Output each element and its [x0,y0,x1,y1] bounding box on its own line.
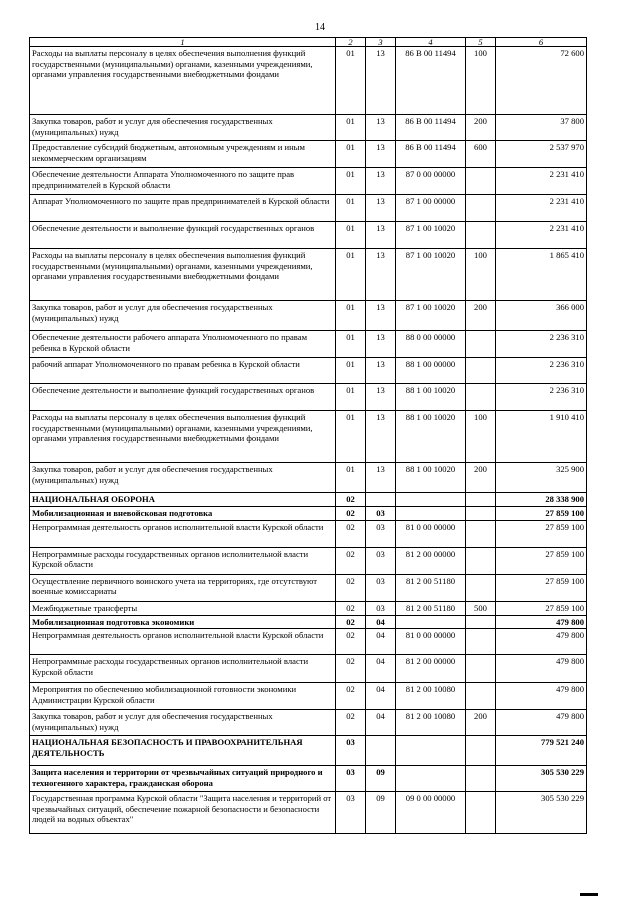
cell-expense-type [466,766,496,792]
cell-subsection: 13 [366,195,396,222]
cell-subsection: 04 [366,629,396,655]
table-row [30,301,587,331]
cell-name: Защита населения и территории от чрезвычайных ситуаций природного и техногенного характера, гражданская оборона [30,766,336,792]
cell-amount: 479 800 [496,683,587,710]
cell-expense-type [466,358,496,384]
cell-section: 03 [336,736,366,766]
cell-amount: 2 236 310 [496,358,587,384]
cell-expense-type [466,331,496,358]
cell-subsection: 13 [366,249,396,301]
cell-subsection: 13 [366,463,396,493]
cell-amount: 366 000 [496,301,587,331]
table-row [30,520,587,547]
cell-amount: 479 800 [496,615,587,629]
cell-amount: 1 910 410 [496,411,587,463]
cell-expense-type [466,655,496,683]
cell-section: 01 [336,141,366,168]
table-row [30,47,587,115]
cell-section: 01 [336,358,366,384]
cell-name: Аппарат Уполномоченного по защите прав предпринимателей в Курской области [30,195,336,222]
cell-amount: 2 236 310 [496,331,587,358]
cell-expense-type [466,507,496,521]
cell-amount: 28 338 900 [496,493,587,507]
cell-target-item: 81 2 00 51180 [396,574,466,601]
cell-section: 01 [336,195,366,222]
cell-amount: 779 521 240 [496,736,587,766]
cell-target-item: 87 1 00 00000 [396,195,466,222]
cell-target-item: 88 1 00 10020 [396,463,466,493]
cell-section: 02 [336,520,366,547]
cell-amount: 2 231 410 [496,168,587,195]
cell-section: 01 [336,168,366,195]
cell-section: 01 [336,47,366,115]
cell-name: Предоставление субсидий бюджетным, автономным учреждениям и иным некоммерческим организациям [30,141,336,168]
cell-subsection: 13 [366,411,396,463]
cell-expense-type: 200 [466,710,496,736]
table-row [30,766,587,792]
cell-expense-type [466,615,496,629]
cell-expense-type [466,384,496,411]
table-row [30,249,587,301]
cell-section: 02 [336,493,366,507]
table-row [30,629,587,655]
cell-expense-type [466,222,496,249]
cell-name: НАЦИОНАЛЬНАЯ ОБОРОНА [30,493,336,507]
cell-subsection: 03 [366,520,396,547]
cell-amount: 2 537 970 [496,141,587,168]
cell-amount: 27 859 100 [496,520,587,547]
cell-name: Обеспечение деятельности рабочего аппарата Уполномоченного по правам ребенка в Курской области [30,331,336,358]
cell-section: 02 [336,655,366,683]
cell-section: 01 [336,411,366,463]
cell-subsection: 04 [366,683,396,710]
header-name: 1 [30,38,336,47]
cell-amount: 27 859 100 [496,574,587,601]
cell-subsection [366,493,396,507]
cell-amount: 2 236 310 [496,384,587,411]
cell-section: 01 [336,384,366,411]
cell-expense-type: 200 [466,301,496,331]
cell-amount: 27 859 100 [496,507,587,521]
cell-name: Обеспечение деятельности и выполнение функций государственных органов [30,384,336,411]
header-target-item: 4 [396,38,466,47]
cell-subsection: 13 [366,384,396,411]
table-row [30,222,587,249]
table-row [30,615,587,629]
cell-target-item: 81 2 00 10080 [396,710,466,736]
table-row [30,141,587,168]
cell-target-item: 87 0 00 00000 [396,168,466,195]
cell-expense-type [466,629,496,655]
cell-subsection: 09 [366,792,396,834]
cell-name: Расходы на выплаты персоналу в целях обеспечения выполнения функций государственными (муниципальными) органами, казенными учреждениями, органами управления государственными внебюджетными фондами [30,47,336,115]
cell-target-item [396,493,466,507]
cell-name: Закупка товаров, работ и услуг для обеспечения государственных (муниципальных) нужд [30,115,336,141]
cell-subsection: 03 [366,507,396,521]
cell-expense-type: 200 [466,115,496,141]
cell-expense-type [466,493,496,507]
cell-target-item: 09 0 00 00000 [396,792,466,834]
cell-subsection: 04 [366,710,396,736]
table-row [30,710,587,736]
cell-name: Мобилизационная и вневойсковая подготовка [30,507,336,521]
header-expense-type: 5 [466,38,496,47]
table-row [30,736,587,766]
cell-expense-type: 200 [466,463,496,493]
cell-amount: 27 859 100 [496,601,587,615]
cell-subsection: 13 [366,358,396,384]
cell-name: Непрограммная деятельность органов исполнительной власти Курской области [30,520,336,547]
table-row [30,331,587,358]
cell-target-item [396,736,466,766]
cell-target-item: 86 В 00 11494 [396,141,466,168]
cell-section: 01 [336,331,366,358]
table-row [30,411,587,463]
cell-name: Осуществление первичного воинского учета на территориях, где отсутствуют военные комиссариаты [30,574,336,601]
cell-subsection: 03 [366,601,396,615]
cell-expense-type [466,168,496,195]
cell-section: 01 [336,115,366,141]
cell-amount: 72 600 [496,47,587,115]
cell-section: 02 [336,710,366,736]
cell-name: Закупка товаров, работ и услуг для обеспечения государственных (муниципальных) нужд [30,301,336,331]
cell-section: 03 [336,792,366,834]
cell-amount: 479 800 [496,710,587,736]
cell-section: 01 [336,301,366,331]
cell-name: Расходы на выплаты персоналу в целях обеспечения выполнения функций государственными (муниципальными) органами, казенными учреждениями, органами управления государственными внебюджетными фондами [30,249,336,301]
cell-subsection: 13 [366,141,396,168]
table-row [30,792,587,834]
cell-expense-type [466,683,496,710]
table-row [30,683,587,710]
cell-amount: 479 800 [496,655,587,683]
table-row [30,195,587,222]
cell-expense-type: 100 [466,249,496,301]
cell-amount: 2 231 410 [496,195,587,222]
cell-target-item: 81 2 00 51180 [396,601,466,615]
cell-name: Закупка товаров, работ и услуг для обеспечения государственных (муниципальных) нужд [30,710,336,736]
cell-section: 02 [336,507,366,521]
cell-name: Мероприятия по обеспечению мобилизационной готовности экономики Администрации Курской области [30,683,336,710]
cell-subsection: 03 [366,547,396,574]
cell-section: 02 [336,601,366,615]
cell-amount: 1 865 410 [496,249,587,301]
cell-target-item [396,615,466,629]
cell-section: 02 [336,547,366,574]
cell-amount: 325 900 [496,463,587,493]
cell-name: Межбюджетные трансферты [30,601,336,615]
cell-target-item: 81 2 00 00000 [396,655,466,683]
cell-subsection [366,736,396,766]
cell-expense-type [466,547,496,574]
cell-expense-type [466,736,496,766]
cell-name: Закупка товаров, работ и услуг для обеспечения государственных (муниципальных) нужд [30,463,336,493]
header-section: 2 [336,38,366,47]
cell-expense-type: 100 [466,411,496,463]
header-amount: 6 [496,38,587,47]
cell-name: Расходы на выплаты персоналу в целях обеспечения выполнения функций государственными (муниципальными) органами, казенными учреждениями, органами управления государственными внебюджетными фондами [30,411,336,463]
cell-target-item: 88 1 00 10020 [396,384,466,411]
cell-target-item: 86 В 00 11494 [396,115,466,141]
cell-subsection: 04 [366,615,396,629]
cell-subsection: 13 [366,222,396,249]
cell-target-item: 81 0 00 00000 [396,629,466,655]
cell-expense-type [466,574,496,601]
cell-amount: 37 800 [496,115,587,141]
cell-amount: 305 530 229 [496,766,587,792]
scan-mark [580,893,598,896]
cell-amount: 479 800 [496,629,587,655]
cell-name: Государственная программа Курской области "Защита населения и территорий от чрезвычайных ситуаций, обеспечение пожарной безопасности и безопасности людей на водных объектах" [30,792,336,834]
cell-subsection: 03 [366,574,396,601]
cell-amount: 2 231 410 [496,222,587,249]
cell-target-item: 88 1 00 00000 [396,358,466,384]
cell-expense-type: 100 [466,47,496,115]
table-row [30,574,587,601]
cell-section: 02 [336,629,366,655]
cell-name: Непрограммная деятельность органов исполнительной власти Курской области [30,629,336,655]
budget-table [29,37,587,834]
cell-target-item: 87 1 00 10020 [396,249,466,301]
cell-expense-type: 500 [466,601,496,615]
table-row [30,655,587,683]
cell-section: 02 [336,683,366,710]
cell-section: 01 [336,463,366,493]
cell-section: 02 [336,615,366,629]
cell-expense-type [466,195,496,222]
cell-expense-type [466,792,496,834]
cell-name: Мобилизационная подготовка экономики [30,615,336,629]
cell-name: Обеспечение деятельности и выполнение функций государственных органов [30,222,336,249]
cell-subsection: 13 [366,301,396,331]
table-row [30,601,587,615]
cell-name: Непрограммные расходы государственных органов исполнительной власти Курской области [30,547,336,574]
cell-section: 01 [336,249,366,301]
cell-name: рабочий аппарат Уполномоченного по правам ребенка в Курской области [30,358,336,384]
table-row [30,384,587,411]
cell-target-item: 87 1 00 10020 [396,222,466,249]
cell-expense-type: 600 [466,141,496,168]
cell-target-item [396,507,466,521]
cell-amount: 27 859 100 [496,547,587,574]
cell-target-item: 86 В 00 11494 [396,47,466,115]
table-row [30,507,587,521]
cell-target-item: 81 2 00 00000 [396,547,466,574]
header-subsection: 3 [366,38,396,47]
cell-section: 03 [336,766,366,792]
cell-expense-type [466,520,496,547]
cell-target-item: 81 2 00 10080 [396,683,466,710]
cell-subsection: 04 [366,655,396,683]
cell-name: НАЦИОНАЛЬНАЯ БЕЗОПАСНОСТЬ И ПРАВООХРАНИТЕЛЬНАЯ ДЕЯТЕЛЬНОСТЬ [30,736,336,766]
table-row [30,168,587,195]
cell-section: 01 [336,222,366,249]
table-row [30,463,587,493]
cell-subsection: 13 [366,47,396,115]
cell-subsection: 13 [366,115,396,141]
cell-target-item: 87 1 00 10020 [396,301,466,331]
table-row [30,358,587,384]
cell-subsection: 13 [366,168,396,195]
cell-target-item: 81 0 00 00000 [396,520,466,547]
table-row [30,493,587,507]
cell-subsection: 13 [366,331,396,358]
page-number: 14 [315,22,325,33]
cell-name: Обеспечение деятельности Аппарата Уполномоченного по защите прав предпринимателей в Курской области [30,168,336,195]
cell-section: 02 [336,574,366,601]
cell-name: Непрограммные расходы государственных органов исполнительной власти Курской области [30,655,336,683]
cell-target-item [396,766,466,792]
cell-target-item: 88 1 00 10020 [396,411,466,463]
column-number-row [30,38,587,47]
cell-amount: 305 530 229 [496,792,587,834]
cell-subsection: 09 [366,766,396,792]
cell-target-item: 88 0 00 00000 [396,331,466,358]
table-row [30,547,587,574]
table-row [30,115,587,141]
